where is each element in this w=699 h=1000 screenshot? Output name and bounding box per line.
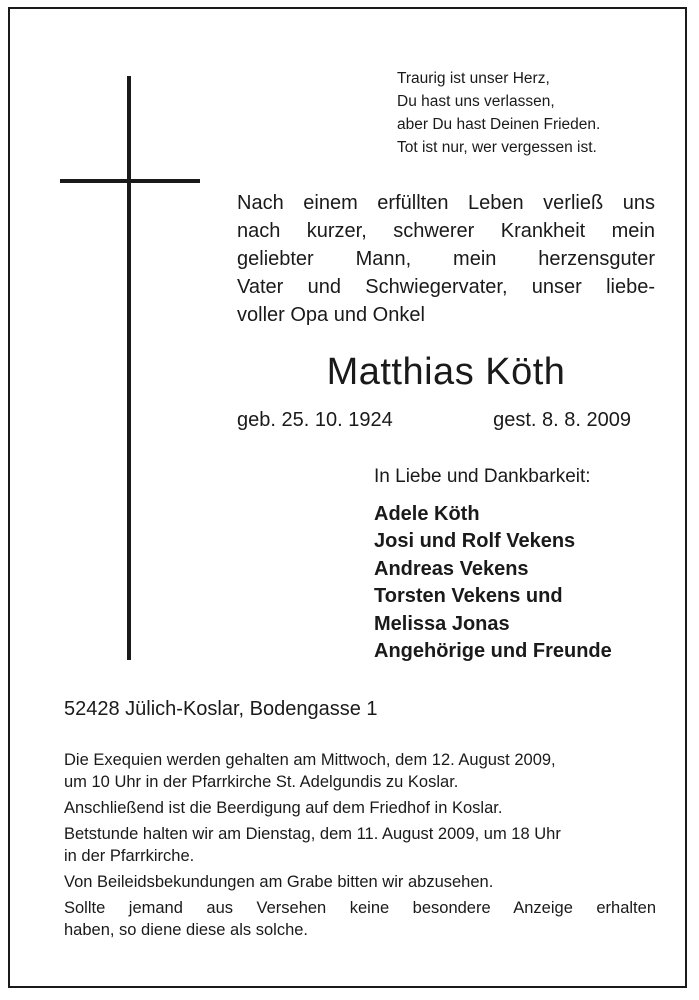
birth-date: geb. 25. 10. 1924 [237,409,393,431]
notes-line: Sollte jemand aus Versehen keine besondere Anzeige erhalten [64,899,656,917]
notes-paragraph [64,871,656,893]
mourner-name: Andreas Vekens [374,557,529,580]
death-date: gest. 8. 8. 2009 [493,409,631,431]
intro-line: Nach einem erfüllten Leben verließ uns [237,192,655,214]
mourner-name: Torsten Vekens und [374,585,563,608]
intro-text [237,189,655,329]
notes-line: um 10 Uhr in der Pfarrkirche St. Adelgundis zu Koslar. [64,773,459,791]
notes-paragraph [64,823,656,867]
notes-paragraph [64,897,656,941]
intro-line: geliebter Mann, mein herzensguter [237,248,655,270]
notes-line: Betstunde halten wir am Dienstag, dem 11. August 2009, um 18 Uhr [64,825,561,843]
notes-line: haben, so diene diese als solche. [64,921,309,939]
funeral-notes [64,749,656,945]
intro-line: voller Opa und Onkel [237,304,425,326]
poem-line: Tot ist nur, wer vergessen ist. [397,139,597,156]
mourner-name: Angehörige und Freunde [374,640,612,663]
mourner-name: Melissa Jonas [374,612,510,635]
notes-line: Von Beileidsbekundungen am Grabe bitten wir abzusehen. [64,873,494,891]
notes-line: in der Pfarrkirche. [64,847,195,865]
intro-line: nach kurzer, schwerer Krankheit mein [237,220,655,242]
mourners-list [374,501,612,665]
cross-icon-horizontal-bar [60,179,200,183]
poem-line: Traurig ist unser Herz, [397,70,550,87]
notes-paragraph [64,749,656,793]
poem-line: Du hast uns verlassen, [397,93,555,110]
family-address: 52428 Jülich-Koslar, Bodengasse 1 [64,698,378,720]
cross-icon-vertical-bar [127,76,131,660]
notes-paragraph [64,797,656,819]
mourner-name: Josi und Rolf Vekens [374,530,576,553]
poem-line: aber Du hast Deinen Frieden. [397,116,601,133]
poem [397,67,600,159]
notes-line: Anschließend ist die Beerdigung auf dem Friedhof in Koslar. [64,799,503,817]
obituary-frame [8,7,687,988]
mourner-name: Adele Köth [374,503,480,525]
notes-line: Die Exequien werden gehalten am Mittwoch, dem 12. August 2009, [64,751,556,769]
mourners-intro: In Liebe und Dankbarkeit: [374,466,591,487]
intro-line: Vater und Schwiegervater, unser liebe- [237,276,655,298]
deceased-name: Matthias Köth [326,351,566,393]
